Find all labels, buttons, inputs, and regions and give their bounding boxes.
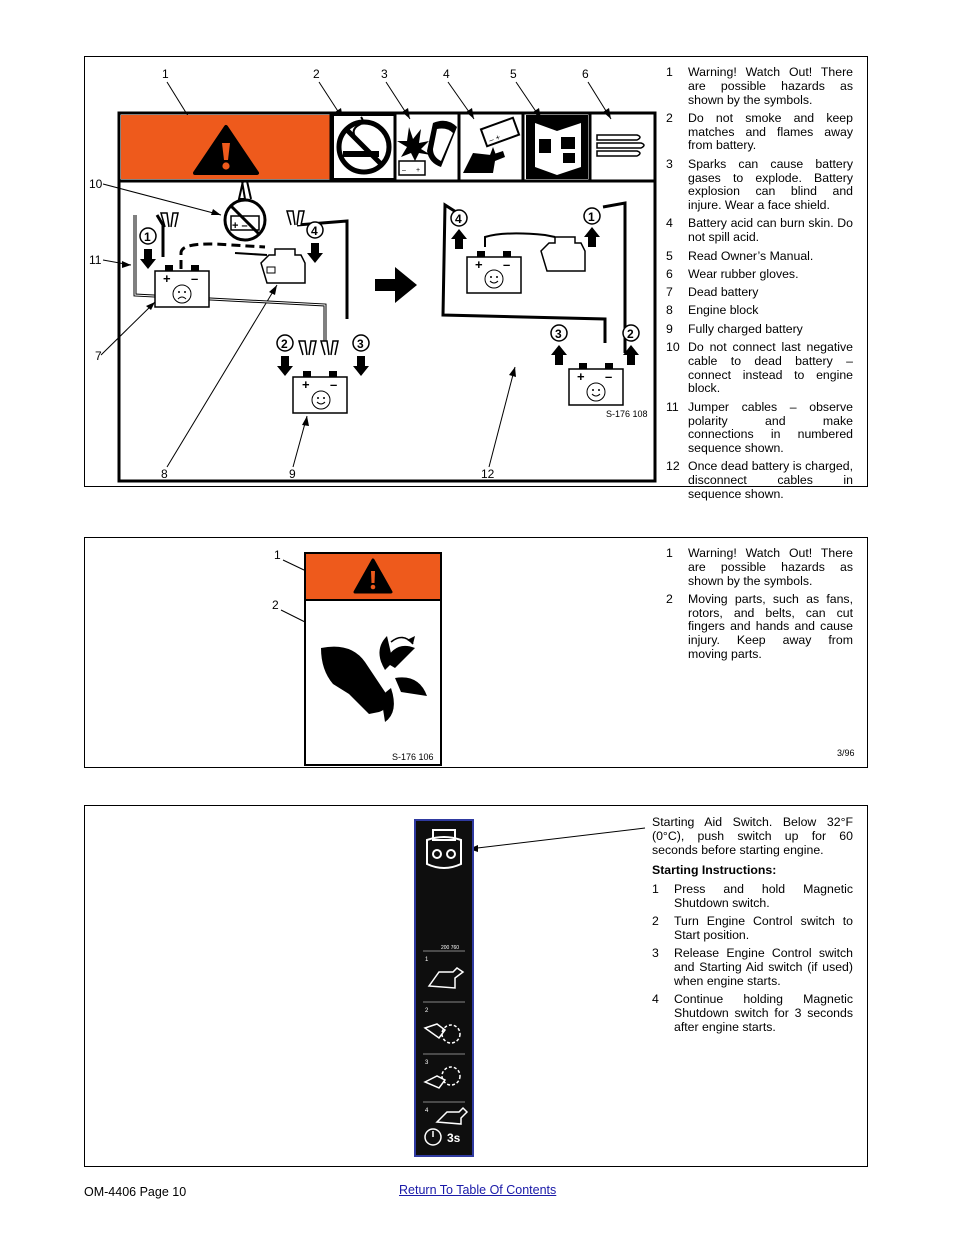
starting-steps-list (652, 883, 853, 1039)
dead-battery (155, 265, 209, 307)
list-item: 7 Dead battery (666, 285, 759, 300)
no-connect-icon (225, 181, 265, 240)
label-reference: S-176 106 (392, 752, 434, 762)
label-ref: 200 760 (441, 945, 460, 951)
label-step-3: 3 (425, 1060, 429, 1066)
callout-4: 4 (443, 67, 450, 81)
label-step-1: 1 (425, 957, 429, 963)
svg-text:–: – (605, 369, 613, 384)
list-item: 3 Release Engine Control switch and Starting Aid switch (if used) when engine starts. (652, 946, 853, 988)
list-item: 4 Continue holding Magnetic Shutdown switch for 3 seconds after engine starts. (652, 992, 853, 1034)
list-item: 12 Once dead battery is charged, disconnect cables in sequence shown. (666, 459, 853, 502)
read-manual-icon (526, 115, 588, 179)
svg-text:3: 3 (357, 337, 364, 351)
svg-text:+ –: + – (232, 220, 248, 232)
step-marker-right-3 (551, 325, 567, 365)
callout-2: 2 (272, 598, 279, 612)
callout-7: 7 (95, 349, 102, 363)
no-smoking-icon (333, 115, 395, 179)
revision-date: 3/96 (837, 748, 855, 758)
callout-3: 3 (381, 67, 388, 81)
callout-1: 1 (274, 548, 281, 562)
starting-label (415, 820, 473, 1156)
label-step-4: 4 (425, 1108, 429, 1114)
battery-explosion-icon (397, 127, 431, 175)
callout-12: 12 (481, 467, 495, 481)
charged-battery-left (293, 371, 347, 413)
starting-instructions-panel (84, 805, 868, 1167)
arrowhead (211, 209, 221, 215)
callout-5: 5 (510, 67, 517, 81)
arrowhead (509, 367, 516, 377)
list-item: 3 Sparks can cause battery gases to explode. Battery explosion can blind and injure. Wear a face shield. (666, 156, 853, 213)
svg-text:1: 1 (588, 210, 595, 224)
arrowhead (302, 416, 309, 426)
callout-8: 8 (161, 467, 168, 481)
callout-11: 11 (89, 253, 102, 267)
svg-text:+: + (163, 271, 171, 286)
list-item: 1 Warning! Watch Out! There are possible hazards as shown by the symbols. (666, 65, 853, 107)
engine-block-icon (261, 249, 305, 283)
list-item: 1 Press and hold Magnetic Shutdown switch. (652, 882, 853, 910)
step-marker-right-1 (584, 208, 600, 247)
face-shield-icon (427, 121, 457, 167)
step-marker-left-3 (353, 335, 369, 376)
svg-text:+: + (302, 377, 310, 392)
arrowhead (146, 302, 155, 310)
acid-burn-icon (463, 118, 519, 173)
svg-text:+: + (475, 257, 483, 272)
label-reference: S-176 108 (606, 409, 648, 419)
callout-1: 1 (162, 67, 169, 81)
callout-9: 9 (289, 467, 296, 481)
svg-text:4: 4 (455, 212, 462, 226)
svg-text:3: 3 (555, 327, 562, 341)
charged-battery-right (569, 363, 623, 405)
step-marker-left-4 (307, 222, 323, 263)
svg-text:4: 4 (311, 224, 318, 238)
duration-label: 3s (447, 1131, 461, 1145)
list-item: 6 Wear rubber gloves. (666, 266, 799, 281)
step-marker-left-1 (140, 228, 156, 269)
list-item: 2 Turn Engine Control switch to Start position. (652, 914, 853, 942)
list-item: 11 Jumper cables – observe polarity and make connections in numbered sequence shown. (666, 399, 853, 456)
svg-text:– +: – + (487, 132, 502, 145)
svg-text:2: 2 (281, 337, 288, 351)
list-item: 8 Engine block (666, 303, 759, 318)
hazard-list (666, 547, 853, 666)
callout-6: 6 (582, 67, 589, 81)
step-marker-right-4 (451, 210, 467, 249)
list-item: 5 Read Owner’s Manual. (666, 248, 814, 263)
hazard-list (666, 66, 853, 506)
svg-text:2: 2 (627, 327, 634, 341)
table-of-contents-link[interactable]: Return To Table Of Contents (399, 1183, 557, 1197)
battery-jump-start-panel (84, 56, 868, 502)
moving-parts-panel (84, 537, 868, 768)
svg-text:1: 1 (144, 230, 151, 244)
sequence-arrow-icon (375, 267, 417, 303)
svg-text:–: – (191, 271, 199, 286)
arrowhead (122, 261, 131, 268)
callout-2: 2 (313, 67, 320, 81)
svg-text:–: – (503, 257, 511, 272)
starting-aid-note: Starting Aid Switch. Below 32°F (0°C), push switch up for 60 seconds before starting engine. (652, 815, 853, 857)
dead-battery-charging (467, 251, 521, 293)
list-item: 2 Moving parts, such as fans, rotors, and belts, can cut fingers and hands and cause injury. Keep away from moving parts. (666, 591, 853, 662)
label-step-2: 2 (425, 1008, 429, 1014)
page-number: OM-4406 Page 10 (84, 1185, 187, 1199)
list-item: 1 Warning! Watch Out! There are possible hazards as shown by the symbols. (666, 546, 853, 588)
engine-block-right-icon (541, 237, 585, 271)
arrowhead (269, 285, 277, 295)
callout-10: 10 (89, 177, 103, 191)
list-item: 9 Fully charged battery (666, 321, 803, 336)
list-item: 2 Do not smoke and keep matches and flames away from battery. (666, 110, 853, 153)
list-item: 10 Do not connect last negative cable to dead battery – connect instead to engine block. (666, 340, 853, 396)
starting-instructions-heading: Starting Instructions: (652, 863, 777, 877)
rubber-gloves-icon (597, 135, 644, 156)
svg-text:+: + (577, 369, 585, 384)
svg-text:+: + (416, 167, 421, 174)
list-item: 4 Battery acid can burn skin. Do not spill acid. (666, 216, 853, 245)
step-marker-left-2 (277, 335, 293, 376)
svg-text:–: – (402, 167, 406, 174)
svg-text:–: – (330, 377, 338, 392)
